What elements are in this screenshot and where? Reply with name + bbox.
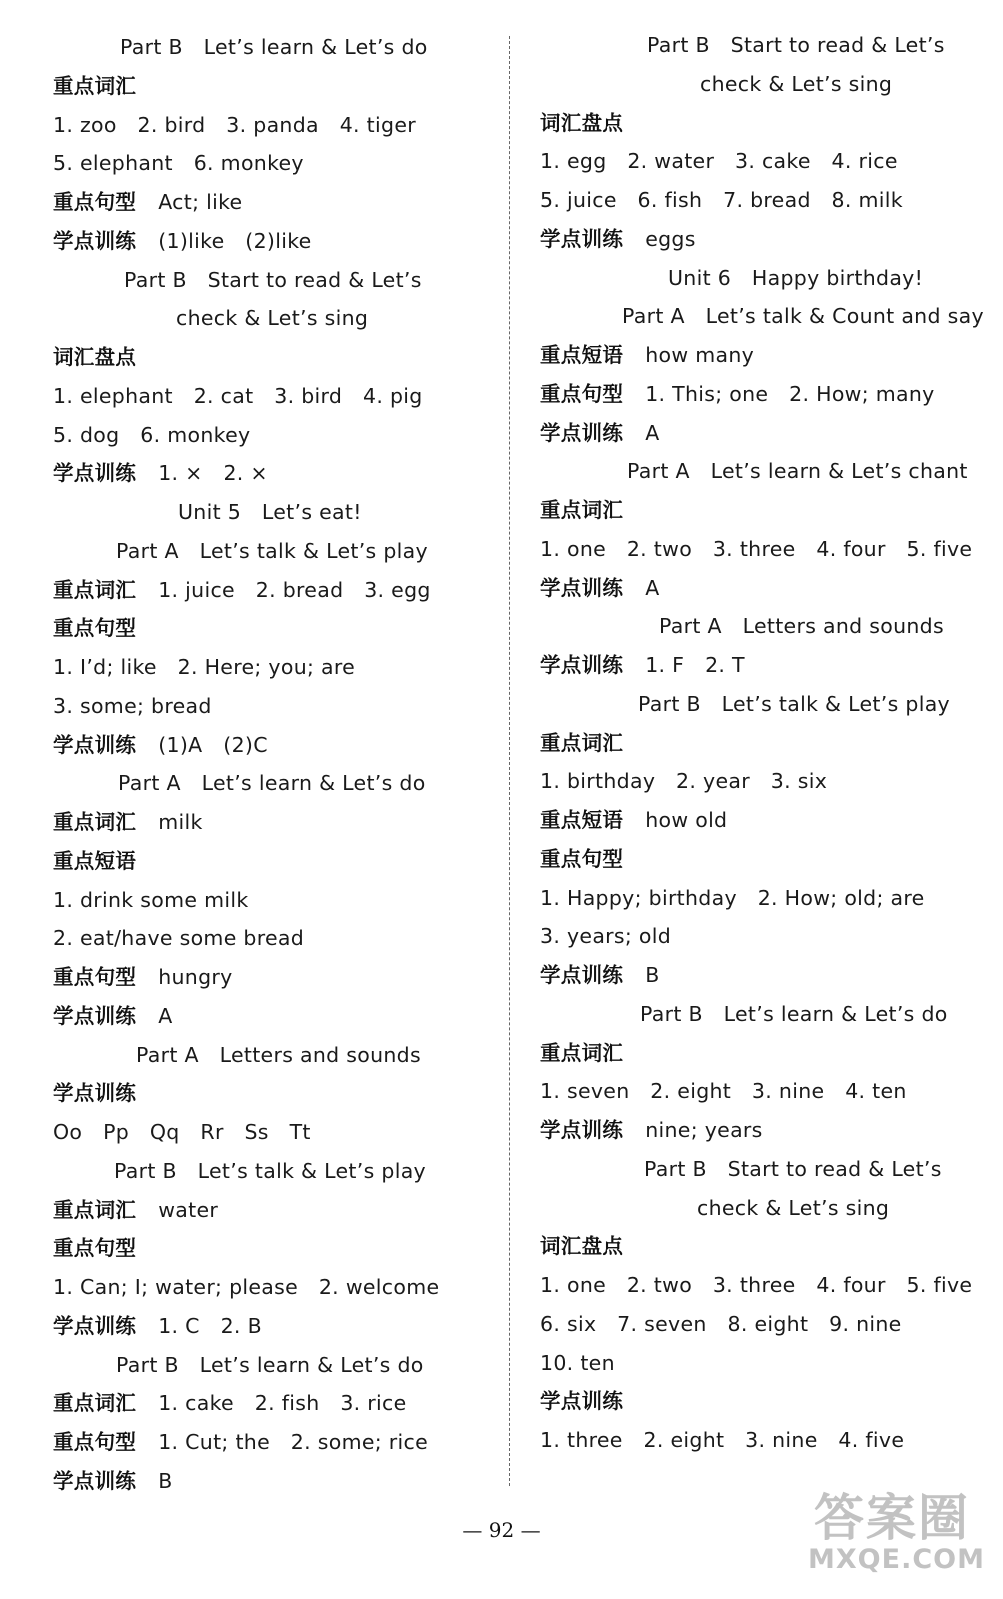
category-label: 重点短语 bbox=[540, 343, 624, 367]
answer-text: how many bbox=[645, 343, 755, 367]
labeled-answer-line bbox=[510, 380, 1003, 408]
answer-line bbox=[0, 111, 500, 139]
answer-text: 1. one 2. two 3. three 4. four 5. five bbox=[540, 1273, 973, 1297]
labeled-answer-line bbox=[510, 1232, 1003, 1260]
answer-text: 5. elephant 6. monkey bbox=[53, 151, 304, 176]
answer-text: B bbox=[645, 963, 660, 987]
section-heading-text: Part B Start to read & Let’s bbox=[647, 33, 945, 57]
answer-text: 5. dog 6. monkey bbox=[53, 422, 251, 447]
answer-line bbox=[510, 1426, 1003, 1454]
answer-line bbox=[0, 886, 500, 914]
section-heading-text: Part B Start to read & Let’s bbox=[124, 267, 422, 292]
answer-line bbox=[510, 1271, 1003, 1299]
answer-text: 1. Happy; birthday 2. How; old; are bbox=[540, 885, 925, 910]
section-heading-text: check & Let’s sing bbox=[700, 71, 893, 96]
watermark-text: 答案圈 bbox=[814, 1489, 970, 1547]
section-heading-text: Part A Let’s learn & Let’s do bbox=[118, 771, 426, 796]
section-heading-text: Part B Let’s learn & Let’s do bbox=[640, 1001, 948, 1026]
category-label: 重点词汇 bbox=[540, 1040, 624, 1065]
category-label: 学点训练 bbox=[540, 1389, 624, 1414]
section-heading-text: Part A Let’s learn & Let’s chant bbox=[627, 459, 968, 484]
labeled-answer-line bbox=[510, 961, 1003, 989]
section-heading-text: Part A Letters and sounds bbox=[659, 614, 944, 639]
answer-line bbox=[0, 1273, 500, 1301]
labeled-answer-line bbox=[0, 72, 500, 100]
labeled-answer-line bbox=[510, 1116, 1003, 1144]
labeled-answer-line bbox=[0, 1002, 500, 1030]
category-label: 学点训练 bbox=[53, 1003, 137, 1028]
answer-line bbox=[510, 1310, 1003, 1338]
answer-text: hungry bbox=[158, 965, 233, 989]
section-heading bbox=[510, 70, 1003, 98]
section-heading-text: Part A Let’s talk & Let’s play bbox=[116, 538, 428, 563]
category-label: 重点句型 bbox=[53, 965, 137, 989]
category-label: 重点词汇 bbox=[53, 73, 137, 98]
labeled-answer-line bbox=[0, 227, 500, 255]
answer-text: 1. C 2. B bbox=[158, 1313, 262, 1338]
section-heading bbox=[510, 690, 1003, 718]
section-heading bbox=[510, 457, 1003, 485]
answer-line bbox=[510, 186, 1003, 214]
answer-line bbox=[0, 382, 500, 410]
answer-text: water bbox=[158, 1197, 219, 1222]
labeled-answer-line bbox=[0, 847, 500, 875]
section-heading bbox=[510, 31, 1003, 59]
category-label: 重点句型 bbox=[540, 846, 624, 871]
labeled-answer-line bbox=[0, 188, 500, 216]
answer-line bbox=[510, 1077, 1003, 1105]
category-label: 重点词汇 bbox=[53, 1197, 137, 1222]
answer-line bbox=[0, 692, 500, 720]
labeled-answer-line bbox=[510, 496, 1003, 524]
answer-text: 1. birthday 2. year 3. six bbox=[540, 769, 828, 794]
category-label: 重点句型 bbox=[53, 616, 137, 641]
labeled-answer-line bbox=[0, 459, 500, 487]
labeled-answer-line bbox=[0, 1196, 500, 1224]
answer-text: 1. drink some milk bbox=[53, 887, 249, 912]
category-label: 词汇盘点 bbox=[540, 110, 624, 135]
category-label: 重点短语 bbox=[540, 808, 624, 832]
answer-text: 2. eat/have some bread bbox=[53, 926, 305, 951]
category-label: 学点训练 bbox=[53, 1313, 137, 1338]
category-label: 词汇盘点 bbox=[540, 1234, 624, 1259]
section-heading-text: check & Let’s sing bbox=[176, 306, 369, 331]
section-heading bbox=[0, 266, 500, 294]
section-heading bbox=[0, 1041, 500, 1069]
answer-text: Oo Pp Qq Rr Ss Tt bbox=[53, 1120, 311, 1144]
answer-text: 1. Cut; the 2. some; rice bbox=[158, 1430, 428, 1454]
answer-text: Act; like bbox=[158, 190, 243, 214]
labeled-answer-line bbox=[0, 1467, 500, 1495]
section-heading bbox=[510, 302, 1003, 330]
answer-line bbox=[510, 922, 1003, 950]
category-label: 重点词汇 bbox=[53, 1391, 137, 1416]
answer-text: how old bbox=[645, 808, 728, 832]
answer-text: 5. juice 6. fish 7. bread 8. milk bbox=[540, 188, 903, 212]
labeled-answer-line bbox=[0, 808, 500, 836]
section-heading-text: Part A Letters and sounds bbox=[136, 1042, 421, 1067]
answer-text: 1. juice 2. bread 3. egg bbox=[158, 577, 431, 602]
category-label: 学点训练 bbox=[53, 1081, 137, 1106]
answer-line bbox=[0, 421, 500, 449]
section-heading bbox=[0, 1157, 500, 1185]
answer-line bbox=[0, 149, 500, 177]
labeled-answer-line bbox=[0, 1312, 500, 1340]
category-label: 学点训练 bbox=[540, 1118, 624, 1142]
watermark-logo bbox=[808, 1478, 993, 1588]
watermark-url: MXQE.COM bbox=[808, 1544, 985, 1575]
answer-line bbox=[510, 884, 1003, 912]
category-label: 重点词汇 bbox=[540, 498, 624, 522]
section-heading bbox=[510, 1155, 1003, 1183]
section-heading bbox=[510, 264, 1003, 292]
labeled-answer-line bbox=[510, 651, 1003, 679]
category-label: 重点短语 bbox=[53, 848, 137, 873]
answer-text: A bbox=[645, 575, 660, 600]
answer-line bbox=[510, 535, 1003, 563]
category-label: 学点训练 bbox=[53, 732, 137, 757]
category-label: 学点训练 bbox=[53, 228, 137, 253]
labeled-answer-line bbox=[0, 1234, 500, 1262]
answer-text: 1. I’d; like 2. Here; you; are bbox=[53, 655, 356, 679]
answer-line bbox=[0, 653, 500, 681]
labeled-answer-line bbox=[0, 1428, 500, 1456]
answer-text: 1. three 2. eight 3. nine 4. five bbox=[540, 1428, 905, 1452]
answer-text: 1. This; one 2. How; many bbox=[645, 381, 935, 406]
section-heading bbox=[510, 1194, 1003, 1222]
category-label: 学点训练 bbox=[53, 461, 137, 486]
section-heading bbox=[0, 304, 500, 332]
answer-line bbox=[0, 924, 500, 952]
labeled-answer-line bbox=[0, 1389, 500, 1417]
answer-text: 1. × 2. × bbox=[158, 461, 268, 486]
section-heading-text: Part B Let’s talk & Let’s play bbox=[638, 691, 950, 716]
labeled-answer-line bbox=[510, 225, 1003, 253]
category-label: 学点训练 bbox=[540, 575, 624, 600]
labeled-answer-line bbox=[0, 1079, 500, 1107]
category-label: 重点词汇 bbox=[53, 810, 137, 834]
answer-text: 1. one 2. two 3. three 4. four 5. five bbox=[540, 536, 973, 561]
category-label: 重点词汇 bbox=[540, 730, 624, 755]
answer-line bbox=[0, 1118, 500, 1146]
section-heading-text: Part B Let’s learn & Let’s do bbox=[120, 35, 428, 59]
labeled-answer-line bbox=[510, 806, 1003, 834]
category-label: 重点词汇 bbox=[53, 577, 137, 602]
answer-text: 1. seven 2. eight 3. nine 4. ten bbox=[540, 1079, 907, 1104]
category-label: 学点训练 bbox=[540, 226, 624, 251]
labeled-answer-line bbox=[0, 731, 500, 759]
category-label: 词汇盘点 bbox=[53, 345, 137, 369]
labeled-answer-line bbox=[510, 1039, 1003, 1067]
category-label: 重点句型 bbox=[53, 190, 137, 214]
section-heading-text: Unit 6 Happy birthday! bbox=[668, 265, 924, 290]
section-heading-text: Part B Let’s talk & Let’s play bbox=[114, 1158, 426, 1183]
answer-text: 6. six 7. seven 8. eight 9. nine bbox=[540, 1311, 902, 1336]
answer-text: A bbox=[645, 420, 660, 445]
answer-text: milk bbox=[158, 810, 203, 834]
section-heading-text: check & Let’s sing bbox=[697, 1195, 890, 1220]
labeled-answer-line bbox=[510, 574, 1003, 602]
page-number: — 92 — bbox=[462, 1518, 541, 1542]
answer-text: 1. zoo 2. bird 3. panda 4. tiger bbox=[53, 112, 416, 137]
answer-line bbox=[510, 147, 1003, 175]
category-label: 重点句型 bbox=[540, 381, 624, 406]
labeled-answer-line bbox=[510, 419, 1003, 447]
column-divider bbox=[509, 36, 510, 1486]
labeled-answer-line bbox=[510, 729, 1003, 757]
labeled-answer-line bbox=[0, 343, 500, 371]
section-heading bbox=[0, 33, 500, 61]
section-heading-text: Part A Let’s talk & Count and say bbox=[622, 304, 984, 329]
section-heading-text: Part B Let’s learn & Let’s do bbox=[116, 1352, 424, 1377]
answer-text: 3. years; old bbox=[540, 924, 672, 949]
category-label: 学点训练 bbox=[53, 1468, 137, 1493]
answer-text: (1)like (2)like bbox=[158, 228, 312, 253]
section-heading bbox=[510, 1000, 1003, 1028]
answer-text: 1. Can; I; water; please 2. welcome bbox=[53, 1275, 440, 1299]
section-heading-text: Part B Start to read & Let’s bbox=[644, 1156, 942, 1181]
category-label: 学点训练 bbox=[540, 653, 624, 677]
answer-text: 1. F 2. T bbox=[645, 653, 745, 677]
labeled-answer-line bbox=[510, 1387, 1003, 1415]
answer-text: A bbox=[158, 1003, 173, 1028]
category-label: 学点训练 bbox=[540, 420, 624, 445]
answer-text: eggs bbox=[645, 226, 696, 251]
answer-text: B bbox=[158, 1468, 173, 1493]
answer-text: 10. ten bbox=[540, 1350, 615, 1375]
labeled-answer-line bbox=[0, 614, 500, 642]
answer-text: 1. elephant 2. cat 3. bird 4. pig bbox=[53, 383, 423, 408]
labeled-answer-line bbox=[510, 845, 1003, 873]
labeled-answer-line bbox=[0, 963, 500, 991]
answer-text: (1)A (2)C bbox=[158, 732, 268, 757]
category-label: 重点句型 bbox=[53, 1236, 137, 1261]
answer-text: 3. some; bread bbox=[53, 693, 212, 718]
category-label: 重点句型 bbox=[53, 1430, 137, 1454]
section-heading bbox=[0, 1351, 500, 1379]
category-label: 学点训练 bbox=[540, 963, 624, 987]
section-heading bbox=[510, 612, 1003, 640]
answer-text: nine; years bbox=[645, 1118, 763, 1142]
labeled-answer-line bbox=[510, 109, 1003, 137]
answer-line bbox=[510, 767, 1003, 795]
labeled-answer-line bbox=[510, 341, 1003, 369]
answer-line bbox=[510, 1349, 1003, 1377]
section-heading bbox=[0, 769, 500, 797]
section-heading bbox=[0, 537, 500, 565]
answer-text: 1. egg 2. water 3. cake 4. rice bbox=[540, 149, 898, 174]
section-heading-text: Unit 5 Let’s eat! bbox=[178, 500, 362, 524]
labeled-answer-line bbox=[0, 576, 500, 604]
answer-text: 1. cake 2. fish 3. rice bbox=[158, 1391, 407, 1416]
section-heading bbox=[0, 498, 500, 526]
